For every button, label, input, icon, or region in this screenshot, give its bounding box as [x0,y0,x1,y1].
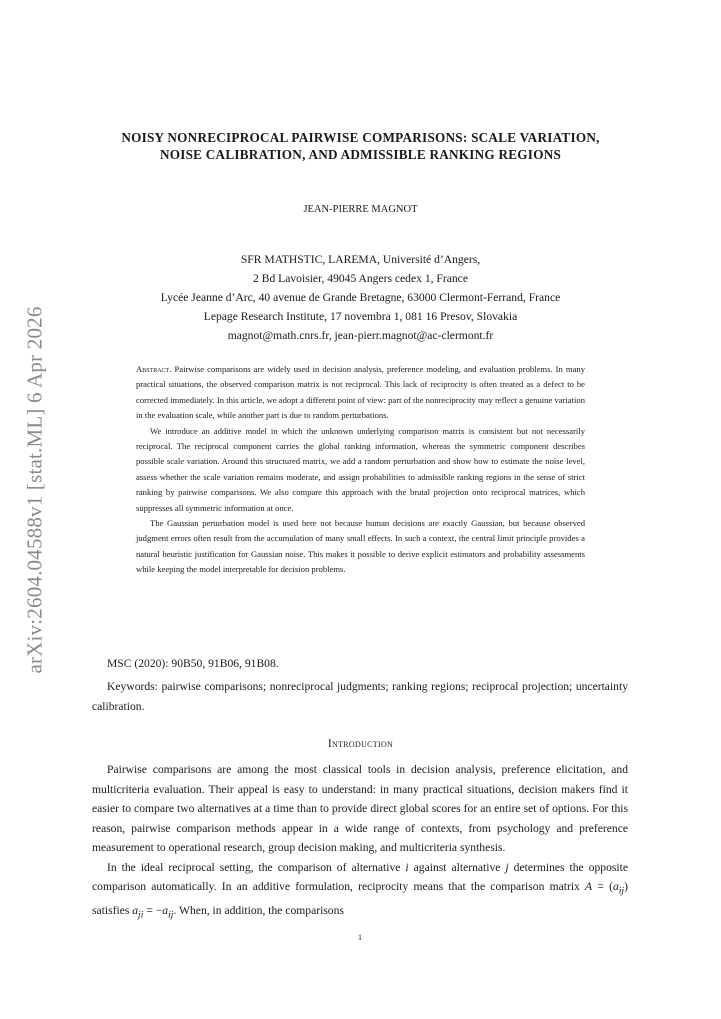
math-var: a [162,903,169,917]
affiliation-line: Lepage Research Institute, 17 novembra 1, 081 16 Presov, Slovakia [203,310,518,323]
math-var: a [132,903,139,917]
math-var: a [612,880,619,893]
arxiv-stamp-text: arXiv:2604.04588v1 [stat.ML] 6 Apr 2026 [22,306,47,674]
text-run: determines the opposite comparison automatically. In an additive formulation, reciprocity means that the comparison matrix [92,860,628,893]
math-subscript: ji [138,909,144,921]
abstract-paragraph [136,362,585,424]
body-paragraph [92,858,628,925]
abstract [136,362,585,578]
math-op: = ( [592,880,613,893]
introduction-body [92,760,628,925]
math-var: j [505,860,509,874]
text-run: . When, in addition, the comparisons [173,903,344,917]
abstract-label: Abstract. [136,364,172,374]
text-run: In the ideal reciprocal setting, the comparison of alternative [107,860,406,874]
math-var: A [585,880,593,893]
author-name: JEAN-PIERRE MAGNOT [303,204,418,215]
affiliation-line: Lycée Jeanne d’Arc, 40 avenue de Grande Bretagne, 63000 Clermont-Ferrand, France [160,291,561,304]
text-run: against alternative [408,860,506,874]
msc-classification: MSC (2020): 90B50, 91B06, 91B08. [107,657,279,670]
text-run: ) satisfies [92,880,628,917]
body-paragraph: Pairwise comparisons are among the most classical tools in decision analysis, preference elicitation, and multicriteria evaluation. Their appeal is easy to understand: in many practical situations, decision makers find it easier to compare two alternatives at a time than to provide direct global scores for an entire set of options. For this reason, pairwise comparison methods appear in a wide range of contexts, from psychology and preference measurement to operational research, group decision making, and multicriteria synthesis. [92,763,628,854]
abstract-paragraph: The Gaussian perturbation model is used here not because human decisions are exactly Gaussian, but because observed judgment errors often result from the accumulation of many small effects. In such a context, the central limit principle provides a natural heuristic justification for Gaussian noise. This makes it possible to derive explicit estimators and probability assessments while keeping the model interpretable for decision problems. [136,518,585,575]
paper-title: NOISY NONRECIPROCAL PAIRWISE COMPARISONS: SCALE VARIATION, NOISE CALIBRATION, AND ADMISSIBLE RANKING REGIONS [121,130,600,162]
keywords-text: Keywords: pairwise comparisons; nonreciprocal judgments; ranking regions; reciprocal projection; uncertainty calibration. [92,680,628,713]
abstract-text: Pairwise comparisons are widely used in decision analysis, preference modeling, and evaluation problems. In many practical situations, the observed comparison matrix is not reciprocal. This lack of reciprocity is often treated as a defect to be corrected immediately. In this article, we adopt a different point of view: part of the nonreciprocity may reflect a genuine variation in the evaluation scale, while another part is due to random perturbations. [136,364,585,421]
author-emails: magnot@math.cnrs.fr, jean-pierr.magnot@ac-clermont.fr [227,329,494,342]
affiliation-line: SFR MATHSTIC, LAREMA, Université d’Angers, [240,253,481,266]
arxiv-stamp [18,290,52,690]
affiliation-line: 2 Bd Lavoisier, 49045 Angers cedex 1, France [253,272,468,285]
section-heading: Introduction [327,737,394,750]
math-subscript: ij [168,909,174,921]
math-var: i [405,860,409,874]
math-op: = − [143,903,163,917]
keywords [92,677,628,716]
math-subscript: ij [618,885,625,897]
abstract-paragraph: We introduce an additive model in which the unknown underlying comparison matrix is consistent but not necessarily reciprocal. The reciprocal component carries the global ranking information, whereas the symmetric component describes possible scale variation. Around this structured matrix, we add a random perturbation and show how to estimate the noise level, assess whether the scale variation remains moderate, and assign probabilities to admissible ranking regions in the sense of strict ranking by pairwise comparisons. We also compare this approach with the brutal projection onto reciprocal matrices, which suppresses all symmetric information at once. [136,425,585,513]
page-number: 1 [358,933,362,942]
affiliations [90,250,631,345]
